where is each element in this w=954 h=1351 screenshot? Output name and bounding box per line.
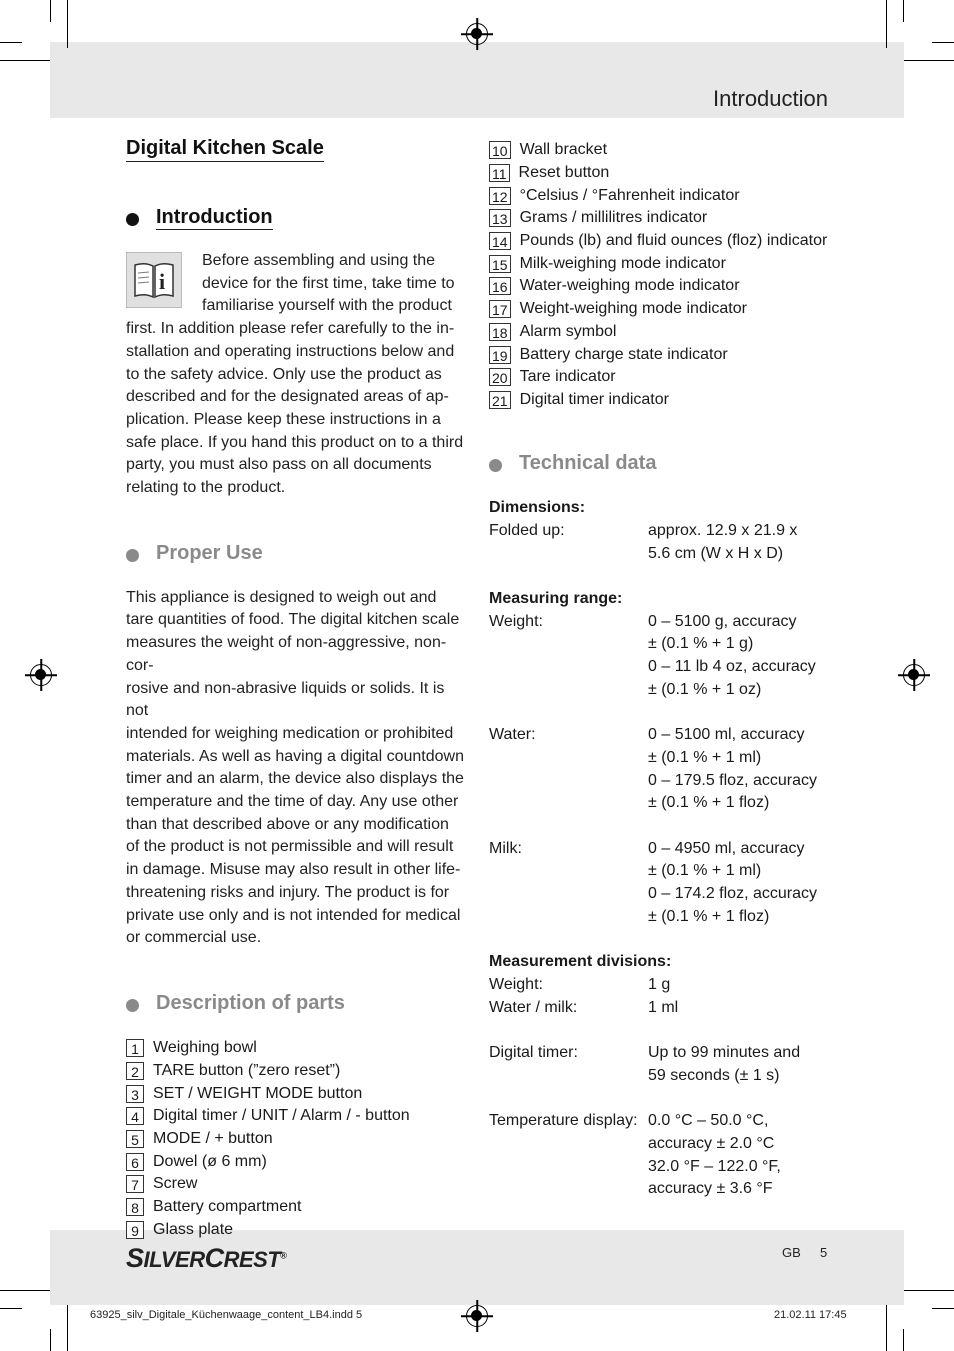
proper-use-line: or commercial use. xyxy=(126,929,262,947)
right-column xyxy=(489,139,849,1201)
list-item xyxy=(126,1037,466,1060)
list-item xyxy=(489,252,849,275)
section-heading-introduction: Introduction xyxy=(126,206,466,229)
list-item xyxy=(489,184,849,207)
crop-mark xyxy=(932,1308,954,1309)
proper-use-line: materials. As well as having a digital countdown xyxy=(126,747,464,765)
list-item xyxy=(489,366,849,389)
list-item xyxy=(126,1150,466,1173)
brand-logo: SILVERCREST® xyxy=(126,1243,287,1273)
measurement-divisions-label: Measurement divisions: xyxy=(489,953,672,971)
list-item xyxy=(489,162,849,185)
part-label: Battery compartment xyxy=(153,1198,302,1216)
part-number: 9 xyxy=(126,1221,144,1239)
spec-value: 0.0 °C – 50.0 °C, accuracy ± 2.0 °C 32.0 °F – 122.0 °F, accuracy ± 3.6 °F xyxy=(648,1112,781,1198)
part-label: Weight-weighing mode indicator xyxy=(519,300,747,318)
spec-row xyxy=(489,974,849,997)
part-number: 16 xyxy=(489,277,511,295)
part-number: 8 xyxy=(126,1198,144,1216)
list-item xyxy=(489,321,849,344)
spec-value: 1 ml xyxy=(648,998,679,1016)
spec-row xyxy=(489,724,849,815)
part-label: Wall bracket xyxy=(519,141,608,159)
proper-use-line: in damage. Misuse may also result in other life- xyxy=(126,861,461,879)
part-number: 5 xyxy=(126,1130,144,1148)
crop-mark xyxy=(0,1308,22,1309)
intro-line: device for the first time, take time to xyxy=(202,274,455,292)
crop-mark xyxy=(886,1305,887,1351)
spec-value: 0 – 5100 ml, accuracy ± (0.1 % + 1 ml) 0 – 179.5 floz, accuracy ± (0.1 % + 1 floz) xyxy=(648,726,817,812)
measuring-range-label: Measuring range: xyxy=(489,590,623,608)
list-item xyxy=(126,1196,466,1219)
proper-use-line: than that described above or any modification xyxy=(126,815,449,833)
part-label: Dowel (ø 6 mm) xyxy=(153,1152,267,1170)
parts-list-left xyxy=(126,1037,466,1241)
part-label: SET / WEIGHT MODE button xyxy=(153,1084,363,1102)
section-heading-proper-use: Proper Use xyxy=(126,542,466,565)
registration-mark-icon xyxy=(30,664,52,686)
part-number: 12 xyxy=(489,187,511,205)
crop-mark xyxy=(0,60,50,61)
spec-key: Water: xyxy=(489,726,536,744)
crop-mark xyxy=(0,42,22,43)
crop-mark xyxy=(0,1290,50,1291)
crop-mark xyxy=(67,1305,68,1351)
left-column xyxy=(126,137,466,1241)
proper-use-line: of the product is not permissible and will result xyxy=(126,838,454,856)
spec-value: 0 – 4950 ml, accuracy ± (0.1 % + 1 ml) 0 – 174.2 floz, accuracy ± (0.1 % + 1 floz) xyxy=(648,839,817,925)
spec-value: approx. 12.9 x 21.9 x 5.6 cm (W x H x D) xyxy=(648,521,798,562)
crop-mark xyxy=(903,0,904,22)
list-item xyxy=(126,1105,466,1128)
spec-key: Milk: xyxy=(489,839,522,857)
intro-line: first. In addition please refer carefully to the in- xyxy=(126,320,455,338)
spec-key: Temperature display: xyxy=(489,1112,638,1130)
part-number: 18 xyxy=(489,323,511,341)
part-label: Battery charge state indicator xyxy=(519,345,728,363)
page-number: 5 xyxy=(820,1245,828,1260)
spec-row xyxy=(489,1042,849,1087)
dimensions-label: Dimensions: xyxy=(489,499,586,517)
part-number: 11 xyxy=(489,164,510,182)
spec-key: Digital timer: xyxy=(489,1044,578,1062)
list-item xyxy=(489,343,849,366)
intro-line: party, you must also pass on all documents xyxy=(126,456,432,474)
proper-use-line: timer and an alarm, the device also displays the xyxy=(126,770,464,788)
list-item xyxy=(126,1060,466,1083)
crop-mark xyxy=(50,0,51,22)
spec-value: Up to 99 minutes and 59 seconds (± 1 s) xyxy=(648,1044,801,1084)
spec-value: 1 g xyxy=(648,975,671,993)
language-code: GB xyxy=(782,1245,801,1260)
list-item xyxy=(126,1082,466,1105)
intro-line: safe place. If you hand this product on to a third xyxy=(126,433,464,451)
intro-block xyxy=(126,250,466,500)
bullet-icon xyxy=(126,999,139,1012)
proper-use-line: This appliance is designed to weigh out and xyxy=(126,588,437,606)
part-label: Water-weighing mode indicator xyxy=(519,277,740,295)
bullet-icon xyxy=(126,213,139,226)
registration-mark-icon xyxy=(466,23,488,45)
part-number: 19 xyxy=(489,346,511,364)
spec-key: Water / milk: xyxy=(489,998,578,1016)
part-label: Digital timer indicator xyxy=(519,390,669,408)
part-number: 6 xyxy=(126,1153,144,1171)
list-item xyxy=(126,1128,466,1151)
part-number: 21 xyxy=(489,391,511,409)
list-item xyxy=(489,139,849,162)
intro-line: Before assembling and using the xyxy=(202,252,436,269)
tech-data-block xyxy=(489,497,849,1201)
crop-mark xyxy=(67,0,68,48)
part-label: Reset button xyxy=(518,164,610,182)
part-number: 10 xyxy=(489,141,511,159)
part-number: 2 xyxy=(126,1062,144,1080)
spec-key: Weight: xyxy=(489,612,543,630)
part-label: Grams / millilitres indicator xyxy=(519,209,708,227)
part-label: Milk-weighing mode indicator xyxy=(519,254,726,272)
part-label: Glass plate xyxy=(153,1220,234,1238)
part-label: Digital timer / UNIT / Alarm / - button xyxy=(153,1107,410,1125)
part-label: Pounds (lb) and fluid ounces (floz) indicator xyxy=(519,232,828,250)
parts-list-right xyxy=(489,139,849,411)
section-heading-description-of-parts: Description of parts xyxy=(126,992,466,1015)
part-number: 3 xyxy=(126,1085,144,1103)
intro-line: relating to the product. xyxy=(126,479,286,497)
intro-line: described and for the designated areas of ap- xyxy=(126,388,449,406)
crop-mark xyxy=(904,1290,954,1291)
spec-row xyxy=(489,611,849,702)
intro-line: stallation and operating instructions below and xyxy=(126,342,455,360)
spec-row xyxy=(489,838,849,929)
page-header-title: Introduction xyxy=(713,86,828,111)
crop-mark xyxy=(904,60,954,61)
proper-use-line: intended for weighing medication or prohibited xyxy=(126,724,454,742)
intro-line: familiarise yourself with the product xyxy=(202,297,452,315)
svg-text:i: i xyxy=(159,269,166,294)
doc-title: Digital Kitchen Scale xyxy=(126,137,324,162)
proper-use-line: measures the weight of non-aggressive, non-cor- xyxy=(126,634,447,674)
part-number: 1 xyxy=(126,1039,144,1057)
proper-use-line: threatening risks and injury. The product is for xyxy=(126,883,450,901)
proper-use-line: private use only and is not intended for medical xyxy=(126,906,461,924)
part-label: Alarm symbol xyxy=(519,322,617,340)
proper-use-line: temperature and the time of day. Any use other xyxy=(126,793,459,811)
crop-mark xyxy=(903,1329,904,1351)
spec-key: Weight: xyxy=(489,975,543,993)
part-label: Screw xyxy=(153,1175,198,1193)
spec-row xyxy=(489,1110,849,1201)
proper-use-line: tare quantities of food. The digital kitchen scale xyxy=(126,611,460,629)
list-item xyxy=(489,275,849,298)
part-label: Tare indicator xyxy=(519,368,616,386)
registration-mark-icon xyxy=(903,664,925,686)
registration-mark-icon xyxy=(466,1305,488,1327)
spec-value: 0 – 5100 g, accuracy ± (0.1 % + 1 g) 0 – 11 lb 4 oz, accuracy ± (0.1 % + 1 oz) xyxy=(648,612,816,698)
part-number: 17 xyxy=(489,300,511,318)
list-item xyxy=(126,1173,466,1196)
file-info: 63925_silv_Digitale_Küchenwaage_content_LB4.indd 5 xyxy=(90,1309,363,1321)
intro-line: to the safety advice. Only use the product as xyxy=(126,365,442,383)
info-book-icon xyxy=(126,252,182,308)
part-number: 15 xyxy=(489,255,511,273)
part-number: 7 xyxy=(126,1175,144,1193)
date-info: 21.02.11 17:45 xyxy=(774,1309,847,1321)
list-item xyxy=(126,1218,466,1241)
part-number: 14 xyxy=(489,232,511,250)
proper-use-line: rosive and non-abrasive liquids or solids. It is not xyxy=(126,679,445,720)
crop-mark xyxy=(932,42,954,43)
part-label: TARE button (”zero reset”) xyxy=(153,1062,341,1080)
part-label: °Celsius / °Fahrenheit indicator xyxy=(519,186,740,204)
bullet-icon xyxy=(126,549,139,562)
list-item xyxy=(489,298,849,321)
list-item xyxy=(489,230,849,253)
proper-use-block xyxy=(126,587,466,950)
part-label: MODE / + button xyxy=(153,1130,273,1148)
crop-mark xyxy=(50,1329,51,1351)
intro-line: plication. Please keep these instructions in a xyxy=(126,410,441,428)
part-number: 13 xyxy=(489,209,511,227)
part-number: 4 xyxy=(126,1107,144,1125)
bullet-icon xyxy=(489,459,502,472)
spec-row xyxy=(489,520,849,565)
list-item xyxy=(489,207,849,230)
crop-mark xyxy=(886,0,887,48)
spec-row xyxy=(489,997,849,1020)
part-number: 20 xyxy=(489,368,511,386)
spec-key: Folded up: xyxy=(489,521,565,539)
part-label: Weighing bowl xyxy=(153,1039,257,1057)
section-heading-technical-data: Technical data xyxy=(489,452,849,475)
list-item xyxy=(489,389,849,412)
